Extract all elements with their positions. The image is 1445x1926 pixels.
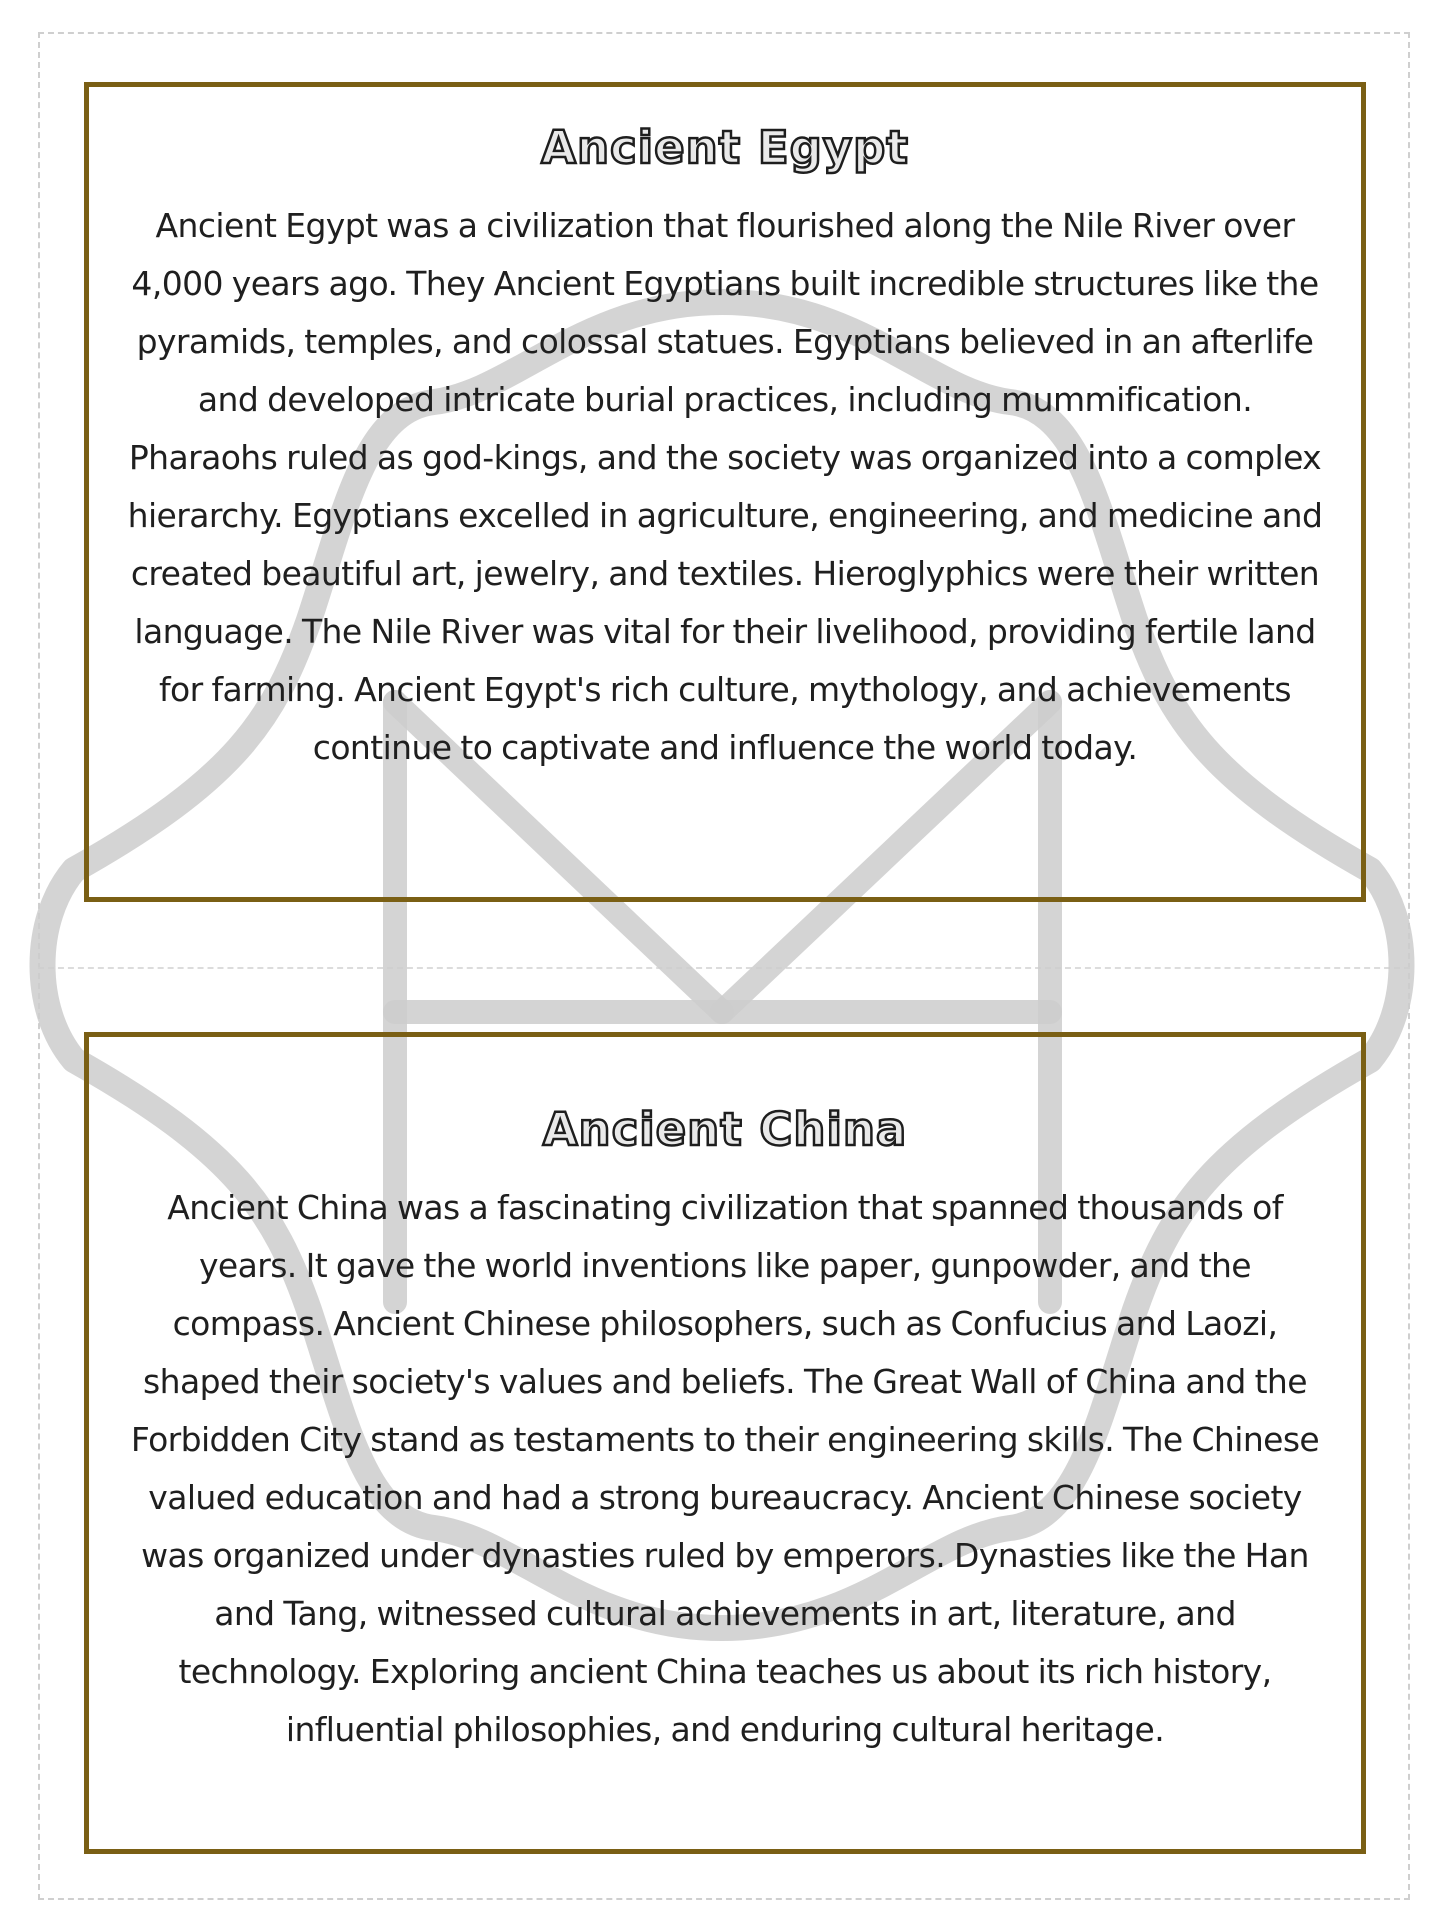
ancient-egypt-title: Ancient Egypt: [541, 121, 909, 174]
cut-line-divider: [38, 967, 1410, 969]
ancient-china-card: [84, 1032, 1366, 1854]
ancient-egypt-text: Ancient Egypt was a civilization that flourished along the Nile River over 4,000 years ago. They Ancient Egyptians built incredible structures like the pyramids, temples, and colossal statues. Egyptians believed in an afterlife and developed intricate burial practices, including mummification. Pharaohs ruled as god-kings, and the society was organized into a complex hierarchy. Egyptians excelled in agriculture, engineering, and medicine and created beautiful art, jewelry, and textiles. Hieroglyphics were their written language. The Nile River was vital for their livelihood, providing fertile land for farming. Ancient Egypt's rich culture, mythology, and achievements continue to captivate and influence the world today.: [127, 205, 1323, 767]
ancient-egypt-card: [84, 82, 1366, 902]
ancient-china-title: Ancient China: [542, 1103, 908, 1156]
ancient-china-text: Ancient China was a fascinating civilization that spanned thousands of years. It gave the world inventions like paper, gunpowder, and the compass. Ancient Chinese philosophers, such as Confucius and Laozi, shaped their society's values and beliefs. The Great Wall of China and the Forbidden City stand as testaments to their engineering skills. The Chinese valued education and had a strong bureaucracy. Ancient Chinese society was organized under dynasties ruled by emperors. Dynasties like the Han and Tang, witnessed cultural achievements in art, literature, and technology. Exploring ancient China teaches us about its rich history, influential philosophies, and enduring cultural heritage.: [130, 1187, 1320, 1749]
